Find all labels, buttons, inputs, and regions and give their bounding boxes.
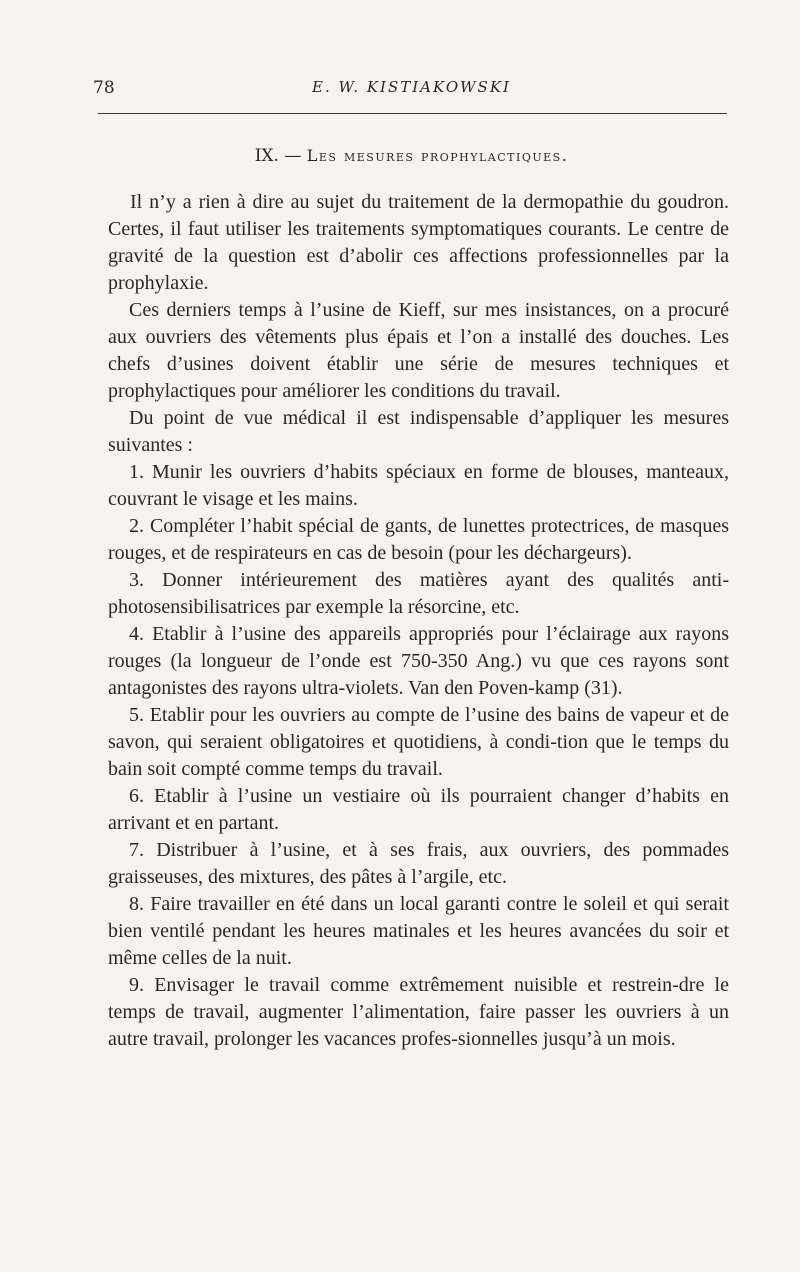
list-item: 9. Envisager le travail comme extrêmement nuisible et restrein-dre le temps de travail, augmenter l’alimentation, faire passer les ouvriers à un autre travail, prolonger les vacances profes-sionnelles jusqu’à un mois. <box>108 974 729 1050</box>
list-item: 4. Etablir à l’usine des appareils appropriés pour l’éclairage aux rayons rouges (la longueur de l’onde est 750-350 Ang.) vu que ces rayons sont antagonistes des rayons ultra-violets. Van den Poven-kamp (31). <box>108 623 729 699</box>
page-header <box>93 78 730 102</box>
paragraph: Du point de vue médical il est indispensable d’appliquer les mesures suivantes : <box>108 407 729 456</box>
list-item: 2. Compléter l’habit spécial de gants, de lunettes protectrices, de masques rouges, et de respirateurs en cas de besoin (pour les déchargeurs). <box>108 515 729 564</box>
header-rule <box>98 113 727 114</box>
list-item: 5. Etablir pour les ouvriers au compte de l’usine des bains de vapeur et de savon, qui seraient obligatoires et quotidiens, à condi-tion que le temps du bain soit compté comme temps du travail. <box>108 704 729 780</box>
running-head: E. W. KISTIAKOWSKI <box>312 78 511 96</box>
section-number: IX. — <box>254 146 302 166</box>
paragraph: Il n’y a rien à dire au sujet du traitement de la dermopathie du goudron. Certes, il faut utiliser les traitements symptomatiques courants. Le centre de gravité de la question est d’abolir ces affections professionnelles par la prophylaxie. <box>108 191 729 294</box>
list-item: 8. Faire travailler en été dans un local garanti contre le soleil et qui serait bien ventilé pendant les heures matinales et les heures avancées du soir et même celles de la nuit. <box>108 893 729 969</box>
list-item: 3. Donner intérieurement des matières ayant des qualités anti-photosensibilisatrices par exemple la résorcine, etc. <box>108 569 729 618</box>
paragraph: Ces derniers temps à l’usine de Kieff, sur mes insistances, on a procuré aux ouvriers des vêtements plus épais et l’on a installé des douches. Les chefs d’usines doivent établir une série de mesures techniques et prophylactiques pour améliorer les conditions du travail. <box>108 299 729 402</box>
body-text <box>108 189 729 1053</box>
list-item: 1. Munir les ouvriers d’habits spéciaux en forme de blouses, manteaux, couvrant le visage et les mains. <box>108 461 729 510</box>
list-item: 7. Distribuer à l’usine, et à ses frais, aux ouvriers, des pommades graisseuses, des mixtures, des pâtes à l’argile, etc. <box>108 839 729 888</box>
page-number: 78 <box>93 78 115 98</box>
list-item: 6. Etablir à l’usine un vestiaire où ils pourraient changer d’habits en arrivant et en partant. <box>108 785 729 834</box>
section-title-text: Les mesures prophylactiques. <box>306 146 569 165</box>
section-title <box>93 146 730 166</box>
